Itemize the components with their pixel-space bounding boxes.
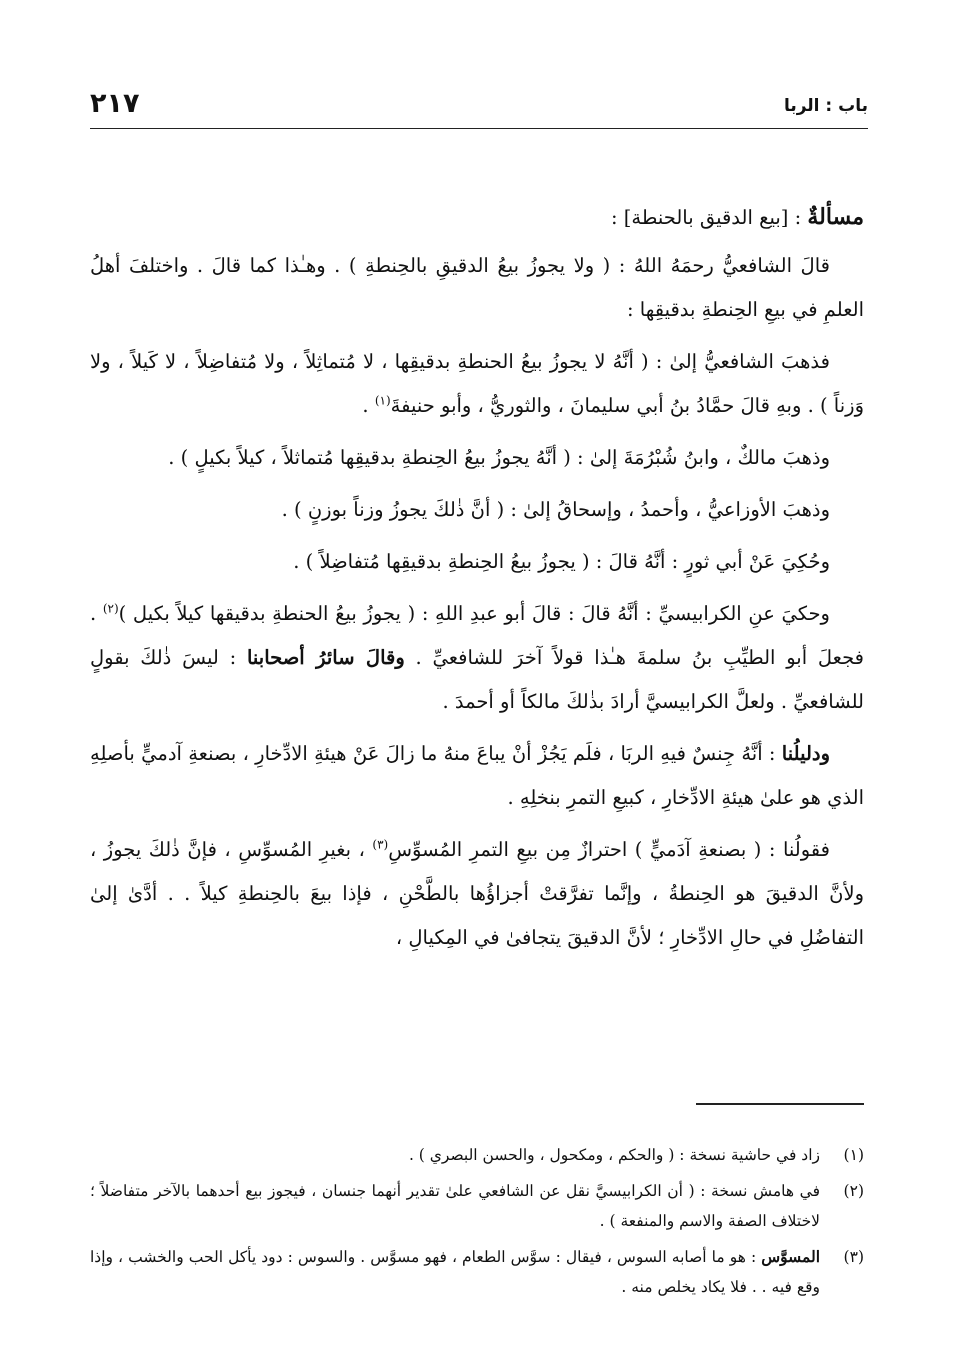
paragraph-6 (90, 592, 864, 724)
paragraph-8-text-a: فقولُنا : ( بصنعةِ آدَميٍّ ) احترازٌ مِن بيعِ التمرِ المُسوِّسِ (388, 838, 830, 861)
footnote-ref-2: (٢) (102, 601, 119, 616)
paragraph-7-text: : أنَّهُ جِنسٌ فيهِ الربَا ، فلَم يَجُزْ أنْ يباعَ منهُ ما زالَ عَنْ هيئةِ الادِّخارِ ، بصنعةِ آدميٍّ بأصلِهِ الذي هو علىٰ هيئةِ الادِّخارِ ، كبيعِ التمرِ بنخلِهِ . (90, 742, 864, 809)
paragraph-6-text-c: : ليسَ ذٰلكَ بقولٍ للشافعيِّ . ولعلَّ الكرابيسيَّ أرادَ بذٰلكَ مالكاً أو أحمدَ . (90, 646, 864, 713)
paragraph-5: وحُكِيَ عَنْ أبي ثورٍ : أنَّهُ قالَ : ( يجوزُ بيعُ الحِنطةِ بدقيقِها مُتفاضِلاً ) . (293, 550, 830, 573)
paragraph-7 (90, 732, 864, 820)
footnote-number: (٢) (843, 1182, 864, 1200)
paragraph-2-end: . (362, 394, 375, 417)
page-number: ٢١٧ (90, 88, 140, 119)
footnote-text (90, 1242, 820, 1302)
paragraph-6-text-a: وحكيَ عنِ الكرابيسيِّ : أنَّهُ قالَ : قالَ أبو عبدِ اللهِ : ( يجوزُ بيعُ الحنطةِ بدقيقها كيلاً بكيل ) (118, 602, 830, 625)
footnote-2 (90, 1176, 864, 1236)
footnote-text: في هامش نسخة : ( أن الكرابيسيَّ نقل عن الشافعي علىٰ تقدير أنهما جنسان ، فيجوز بيع أحدهما بالآخر متفاضلاً ؛ لاختلاف الصفة والاسم والمنفعة ) . (90, 1182, 820, 1230)
paragraph-7-bold: ودليلُنا (781, 742, 830, 765)
footnote-definition: : هو ما أصابه السوس ، فيقال : سوَّس الطعام ، فهو مسوَّس . والسوس : دود يأكل الحب والخشب ، وإذا وقع فيه . . فلا يكاد يخلص منه . (90, 1248, 820, 1296)
footnotes (90, 1140, 864, 1308)
footnote-divider (696, 1103, 864, 1105)
masala-word: مسألةٌ (807, 204, 864, 230)
paragraph-1: قالَ الشافعيُّ رحمَهُ اللهُ : ( ولا يجوزُ بيعُ الدقيقِ بالحِنطةِ ) . وهـٰذا كما قالَ . واختلفَ أهلُ العلمِ في بيعِ الحِنطةِ بدقيقِها : (90, 254, 864, 321)
masala-title: : [بيع الدقيق بالحنطة] : (611, 206, 808, 229)
paragraph-2 (90, 340, 864, 428)
paragraph-8-text-b: ، بغيرِ المُسوِّسِ ، فإنَّ ذٰلكَ يجوزُ ، ولأنَّ الدقيقَ هو الحِنطةُ ، وإنَّما تفرَّقتْ أجزاؤُها بالطَّحْنِ ، فإذا بيعَ بالحِنطةِ كيلاً . . أدَّىٰ إلىٰ التفاضُلِ في حالِ الادِّخارِ ؛ لأنَّ الدقيقَ يتجافىٰ في المِكيالِ ، (90, 838, 864, 949)
footnote-ref-3: (٣) (372, 837, 389, 852)
masala-heading (90, 195, 864, 240)
page-header (90, 88, 868, 129)
paragraph-6-bold: وقالَ سائرُ أصحابنا (246, 646, 405, 669)
footnote-term: المسوَّس (761, 1247, 820, 1266)
paragraph-4: وذهبَ الأوزاعيُّ ، وأحمدُ ، وإسحاقُ إلىٰ : ( أنَّ ذٰلكَ يجوزُ وزناً بوزنٍ ) . (281, 498, 830, 521)
paragraph-3: وذهبَ مالكٌ ، وابنُ شُبْرُمَةَ إلىٰ : ( أنَّهُ يجوزُ بيعُ الحِنطةِ بدقيقِها مُتماثلاً ، كيلاً بكيلٍ ) . (168, 446, 830, 469)
running-head: باب : الربا (783, 96, 868, 116)
paragraph-8 (90, 828, 864, 960)
footnote-number: (١) (843, 1146, 864, 1164)
footnote-number: (٣) (843, 1248, 864, 1266)
footnote-1 (90, 1140, 864, 1170)
footnote-3 (90, 1242, 864, 1302)
main-text (90, 195, 864, 968)
paragraph-6-text-b: . فجعلَ أبو الطيِّبِ بنُ سلمةَ هـٰذا قولاً آخرَ للشافعيِّ . (90, 602, 864, 669)
footnote-text: زاد في حاشية نسخة : ( والحكم ، ومكحول ، والحسن البصري ) . (408, 1146, 820, 1164)
footnote-ref-1: (١) (374, 393, 391, 408)
paragraph-2-text: فذهبَ الشافعيُّ إلىٰ : ( أنَّهُ لا يجوزُ بيعُ الحنطةِ بدقيقِها ، لا مُتماثِلاً ، ولا مُتفاضِلاً ، لا كَيلاً ، ولا وَزناً ) . وبهِ قالَ حمَّادُ بنُ أبي سليمانَ ، والثوريُّ ، وأبو حنيفةَ (90, 350, 864, 417)
